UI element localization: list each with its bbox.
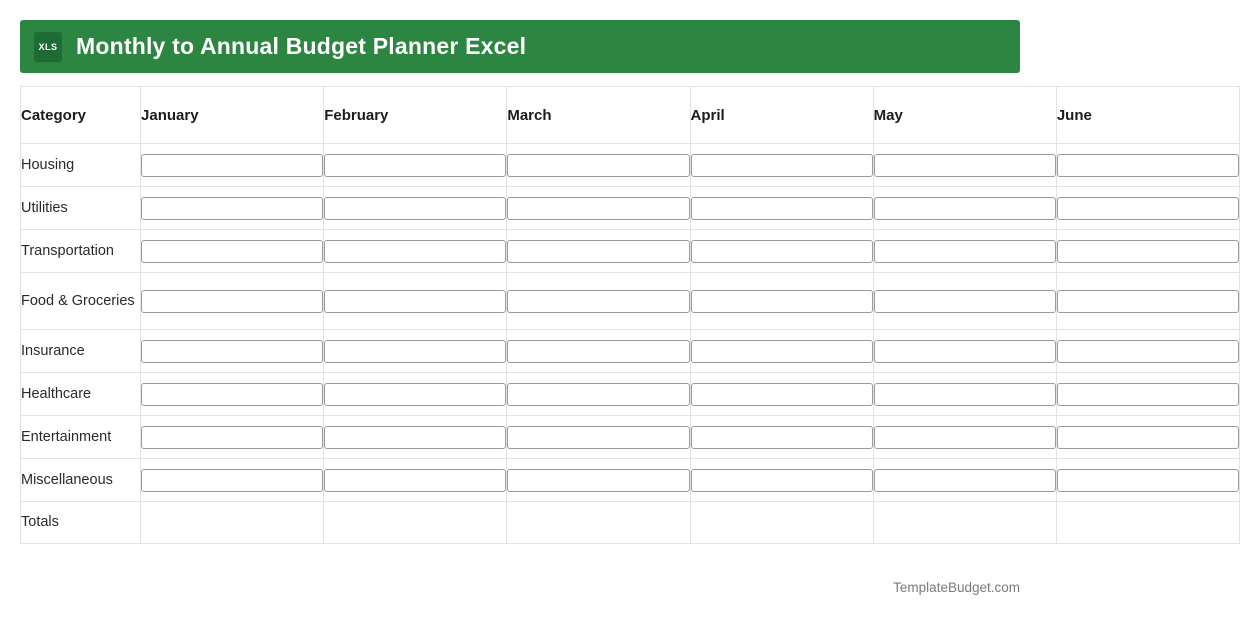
row-label-utilities: Utilities [21,187,141,230]
cell-insurance-may[interactable] [873,330,1056,373]
input-miscellaneous-april[interactable] [691,469,873,492]
cell-transportation-april[interactable] [690,230,873,273]
input-housing-march[interactable] [507,154,689,177]
cell-transportation-february[interactable] [324,230,507,273]
input-entertainment-april[interactable] [691,426,873,449]
input-food-groceries-june[interactable] [1057,290,1239,313]
input-insurance-june[interactable] [1057,340,1239,363]
column-header-february: February [324,87,507,144]
input-food-groceries-february[interactable] [324,290,506,313]
table-row [21,459,1240,502]
input-housing-april[interactable] [691,154,873,177]
input-insurance-may[interactable] [874,340,1056,363]
input-healthcare-june[interactable] [1057,383,1239,406]
column-header-march: March [507,87,690,144]
input-transportation-may[interactable] [874,240,1056,263]
input-insurance-april[interactable] [691,340,873,363]
page-title: Monthly to Annual Budget Planner Excel [76,33,527,59]
row-label-housing: Housing [21,144,141,187]
total-february [324,502,507,544]
title-banner [20,20,1020,73]
input-entertainment-june[interactable] [1057,426,1239,449]
cell-miscellaneous-january[interactable] [141,459,324,502]
input-utilities-june[interactable] [1057,197,1239,220]
site-credit: TemplateBudget.com [893,580,1020,595]
cell-healthcare-april[interactable] [690,373,873,416]
row-label-healthcare: Healthcare [21,373,141,416]
cell-healthcare-march[interactable] [507,373,690,416]
cell-miscellaneous-february[interactable] [324,459,507,502]
input-healthcare-march[interactable] [507,383,689,406]
cell-housing-february[interactable] [324,144,507,187]
cell-entertainment-january[interactable] [141,416,324,459]
cell-housing-march[interactable] [507,144,690,187]
input-insurance-march[interactable] [507,340,689,363]
input-entertainment-may[interactable] [874,426,1056,449]
cell-insurance-january[interactable] [141,330,324,373]
cell-entertainment-february[interactable] [324,416,507,459]
table-row [21,230,1240,273]
table-row [21,330,1240,373]
input-utilities-march[interactable] [507,197,689,220]
cell-food-groceries-may[interactable] [873,273,1056,330]
input-housing-may[interactable] [874,154,1056,177]
row-label-miscellaneous: Miscellaneous [21,459,141,502]
row-label-entertainment: Entertainment [21,416,141,459]
input-housing-february[interactable] [324,154,506,177]
input-transportation-february[interactable] [324,240,506,263]
cell-miscellaneous-june[interactable] [1056,459,1239,502]
cell-utilities-february[interactable] [324,187,507,230]
input-utilities-february[interactable] [324,197,506,220]
row-label-transportation: Transportation [21,230,141,273]
total-april [690,502,873,544]
row-label-food-groceries: Food & Groceries [21,273,141,330]
column-header-april: April [690,87,873,144]
table-row [21,144,1240,187]
input-healthcare-february[interactable] [324,383,506,406]
cell-miscellaneous-march[interactable] [507,459,690,502]
input-entertainment-january[interactable] [141,426,323,449]
input-food-groceries-may[interactable] [874,290,1056,313]
cell-food-groceries-april[interactable] [690,273,873,330]
input-food-groceries-january[interactable] [141,290,323,313]
cell-miscellaneous-april[interactable] [690,459,873,502]
input-miscellaneous-may[interactable] [874,469,1056,492]
cell-food-groceries-june[interactable] [1056,273,1239,330]
input-utilities-april[interactable] [691,197,873,220]
cell-insurance-june[interactable] [1056,330,1239,373]
input-miscellaneous-february[interactable] [324,469,506,492]
cell-healthcare-may[interactable] [873,373,1056,416]
input-healthcare-may[interactable] [874,383,1056,406]
column-header-june: June [1056,87,1239,144]
cell-transportation-may[interactable] [873,230,1056,273]
input-entertainment-february[interactable] [324,426,506,449]
input-food-groceries-march[interactable] [507,290,689,313]
input-utilities-may[interactable] [874,197,1056,220]
total-may [873,502,1056,544]
table-row [21,373,1240,416]
cell-utilities-april[interactable] [690,187,873,230]
input-insurance-february[interactable] [324,340,506,363]
excel-file-icon [34,32,62,62]
cell-transportation-march[interactable] [507,230,690,273]
row-label-insurance: Insurance [21,330,141,373]
budget-table-container [20,86,1092,544]
cell-housing-june[interactable] [1056,144,1239,187]
input-entertainment-march[interactable] [507,426,689,449]
cell-insurance-march[interactable] [507,330,690,373]
row-label-totals: Totals [21,502,141,544]
input-transportation-june[interactable] [1057,240,1239,263]
cell-entertainment-june[interactable] [1056,416,1239,459]
excel-file-icon-label: XLS [38,41,58,52]
total-march [507,502,690,544]
input-healthcare-january[interactable] [141,383,323,406]
input-food-groceries-april[interactable] [691,290,873,313]
input-housing-june[interactable] [1057,154,1239,177]
column-header-january: January [141,87,324,144]
cell-housing-may[interactable] [873,144,1056,187]
input-transportation-january[interactable] [141,240,323,263]
cell-entertainment-march[interactable] [507,416,690,459]
cell-utilities-may[interactable] [873,187,1056,230]
cell-food-groceries-march[interactable] [507,273,690,330]
input-miscellaneous-june[interactable] [1057,469,1239,492]
total-january [141,502,324,544]
table-row [21,187,1240,230]
column-header-category: Category [21,87,141,144]
input-miscellaneous-march[interactable] [507,469,689,492]
budget-table [20,86,1240,544]
cell-housing-april[interactable] [690,144,873,187]
input-utilities-january[interactable] [141,197,323,220]
total-june [1056,502,1239,544]
totals-row [21,502,1240,544]
input-healthcare-april[interactable] [691,383,873,406]
input-insurance-january[interactable] [141,340,323,363]
cell-food-groceries-january[interactable] [141,273,324,330]
cell-utilities-march[interactable] [507,187,690,230]
cell-utilities-january[interactable] [141,187,324,230]
table-row [21,416,1240,459]
cell-entertainment-may[interactable] [873,416,1056,459]
cell-food-groceries-february[interactable] [324,273,507,330]
column-header-may: May [873,87,1056,144]
cell-healthcare-january[interactable] [141,373,324,416]
input-miscellaneous-january[interactable] [141,469,323,492]
input-transportation-march[interactable] [507,240,689,263]
cell-housing-january[interactable] [141,144,324,187]
cell-entertainment-april[interactable] [690,416,873,459]
cell-healthcare-february[interactable] [324,373,507,416]
cell-transportation-january[interactable] [141,230,324,273]
cell-healthcare-june[interactable] [1056,373,1239,416]
cell-insurance-april[interactable] [690,330,873,373]
input-transportation-april[interactable] [691,240,873,263]
cell-transportation-june[interactable] [1056,230,1239,273]
cell-insurance-february[interactable] [324,330,507,373]
input-housing-january[interactable] [141,154,323,177]
cell-miscellaneous-may[interactable] [873,459,1056,502]
table-header-row [21,87,1240,144]
cell-utilities-june[interactable] [1056,187,1239,230]
table-row [21,273,1240,330]
